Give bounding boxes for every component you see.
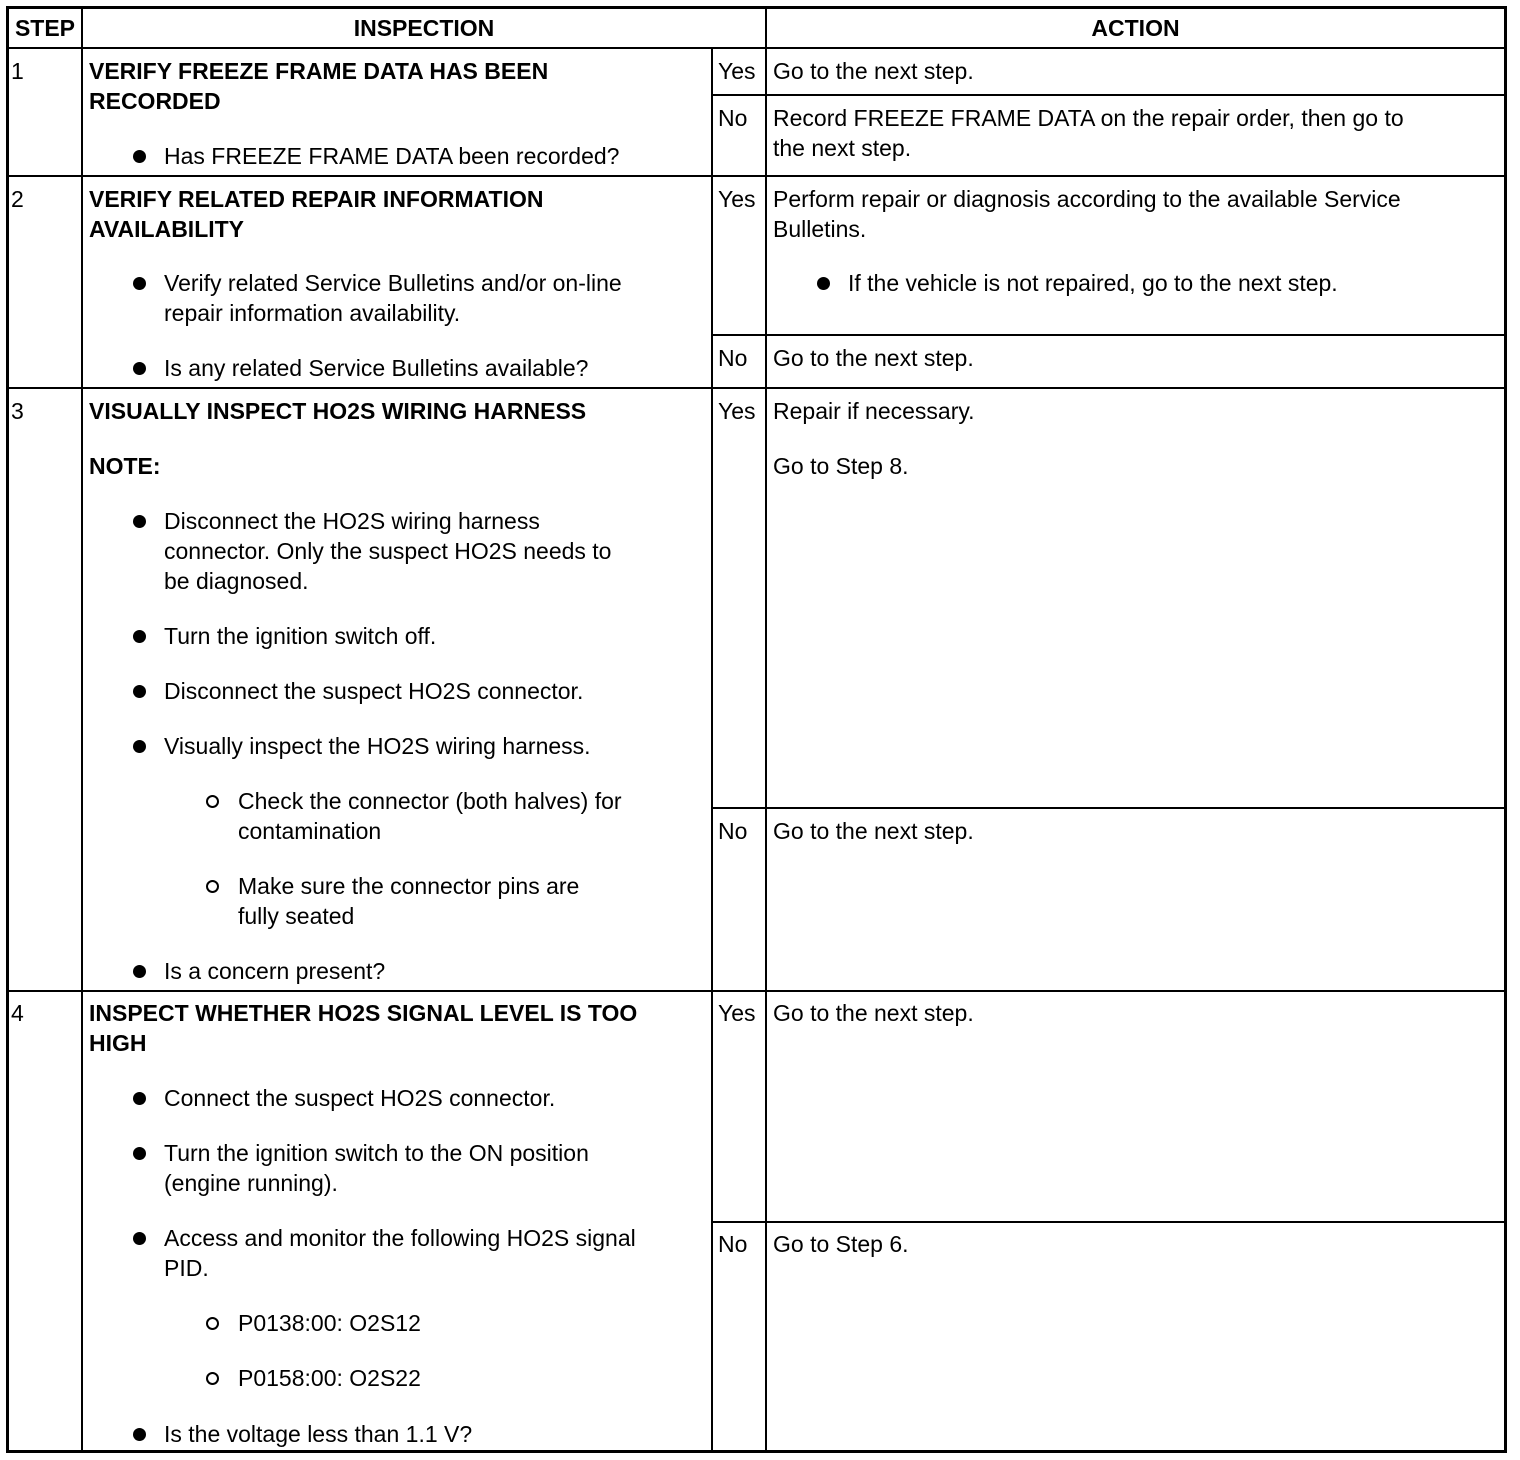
no-action: Go to the next step.	[773, 818, 974, 844]
grid-line	[765, 7, 767, 1453]
sub-bullet-text: Check the connector (both halves) for	[238, 788, 622, 814]
sub-bullet-text: contamination	[238, 818, 382, 844]
bullet-text: Disconnect the suspect HO2S connector.	[164, 678, 584, 704]
sub-bullet-text: Make sure the connector pins are	[238, 873, 580, 899]
no-label: No	[718, 105, 748, 131]
grid-line	[7, 175, 1506, 177]
bullet-text: Access and monitor the following HO2S signal	[164, 1225, 636, 1251]
note-label: NOTE:	[89, 453, 161, 479]
grid-line	[81, 7, 83, 1453]
bullet-icon	[133, 1232, 146, 1245]
bullet-text: Is any related Service Bulletins available?	[164, 355, 589, 381]
grid-line	[711, 807, 1506, 809]
yes-action: Go to the next step.	[773, 58, 974, 84]
inspection-title: AVAILABILITY	[89, 216, 245, 242]
sub-bullet-icon	[206, 1372, 219, 1385]
header-inspection: INSPECTION	[353, 15, 495, 41]
bullet-icon	[133, 1147, 146, 1160]
bullet-text: connector. Only the suspect HO2S needs to	[164, 538, 612, 564]
yes-action: Go to Step 8.	[773, 453, 909, 479]
bullet-icon	[133, 1428, 146, 1441]
bullet-icon	[133, 740, 146, 753]
bullet-text: Verify related Service Bulletins and/or on-line	[164, 270, 622, 296]
bullet-text: Turn the ignition switch to the ON position	[164, 1140, 589, 1166]
yes-action: Perform repair or diagnosis according to the available Service	[773, 186, 1401, 212]
grid-line	[7, 990, 1506, 992]
inspection-title: VISUALLY INSPECT HO2S WIRING HARNESS	[89, 398, 587, 424]
grid-line	[711, 1221, 1506, 1223]
yes-action: Go to the next step.	[773, 1000, 974, 1026]
bullet-icon	[817, 277, 830, 290]
yes-label: Yes	[718, 58, 756, 84]
grid-line	[711, 48, 713, 1453]
yes-label: Yes	[718, 398, 756, 424]
grid-line	[711, 334, 1506, 336]
bullet-text: Visually inspect the HO2S wiring harness.	[164, 733, 591, 759]
no-label: No	[718, 1231, 748, 1257]
bullet-text: PID.	[164, 1255, 209, 1281]
no-action: Record FREEZE FRAME DATA on the repair order, then go to	[773, 105, 1404, 131]
yes-action: Bulletins.	[773, 216, 867, 242]
grid-line	[7, 387, 1506, 389]
step-number: 2	[11, 186, 24, 212]
bullet-icon	[133, 630, 146, 643]
no-action: Go to Step 6.	[773, 1231, 909, 1257]
inspection-title: VERIFY FREEZE FRAME DATA HAS BEEN	[89, 58, 549, 84]
sub-bullet-icon	[206, 880, 219, 893]
header-action: ACTION	[1091, 15, 1180, 41]
bullet-text: (engine running).	[164, 1170, 338, 1196]
header-step: STEP	[14, 15, 76, 41]
sub-bullet-text: P0158:00: O2S22	[238, 1365, 421, 1391]
no-action: the next step.	[773, 135, 912, 161]
inspection-title: VERIFY RELATED REPAIR INFORMATION	[89, 186, 544, 212]
step-number: 3	[11, 398, 24, 424]
bullet-icon	[133, 277, 146, 290]
no-action: Go to the next step.	[773, 345, 974, 371]
bullet-icon	[133, 685, 146, 698]
bullet-icon	[133, 150, 146, 163]
grid-line	[711, 94, 1506, 96]
yes-action: Repair if necessary.	[773, 398, 975, 424]
yes-label: Yes	[718, 1000, 756, 1026]
inspection-title: INSPECT WHETHER HO2S SIGNAL LEVEL IS TOO	[89, 1000, 638, 1026]
bullet-icon	[133, 515, 146, 528]
bullet-text: Has FREEZE FRAME DATA been recorded?	[164, 143, 620, 169]
bullet-text: Is the voltage less than 1.1 V?	[164, 1421, 473, 1447]
inspection-title: RECORDED	[89, 88, 221, 114]
bullet-text: repair information availability.	[164, 300, 461, 326]
sub-bullet-text: fully seated	[238, 903, 355, 929]
bullet-text: be diagnosed.	[164, 568, 309, 594]
bullet-icon	[133, 965, 146, 978]
sub-bullet-icon	[206, 1317, 219, 1330]
yes-action-bullet: If the vehicle is not repaired, go to the next step.	[848, 270, 1338, 296]
no-label: No	[718, 818, 748, 844]
step-number: 4	[11, 1000, 24, 1026]
bullet-text: Disconnect the HO2S wiring harness	[164, 508, 540, 534]
bullet-icon	[133, 1092, 146, 1105]
yes-label: Yes	[718, 186, 756, 212]
bullet-icon	[133, 362, 146, 375]
bullet-text: Turn the ignition switch off.	[164, 623, 437, 649]
sub-bullet-text: P0138:00: O2S12	[238, 1310, 421, 1336]
no-label: No	[718, 345, 748, 371]
bullet-text: Is a concern present?	[164, 958, 386, 984]
step-number: 1	[11, 58, 24, 84]
grid-line	[7, 47, 1506, 49]
inspection-title: HIGH	[89, 1030, 147, 1056]
bullet-text: Connect the suspect HO2S connector.	[164, 1085, 556, 1111]
sub-bullet-icon	[206, 795, 219, 808]
